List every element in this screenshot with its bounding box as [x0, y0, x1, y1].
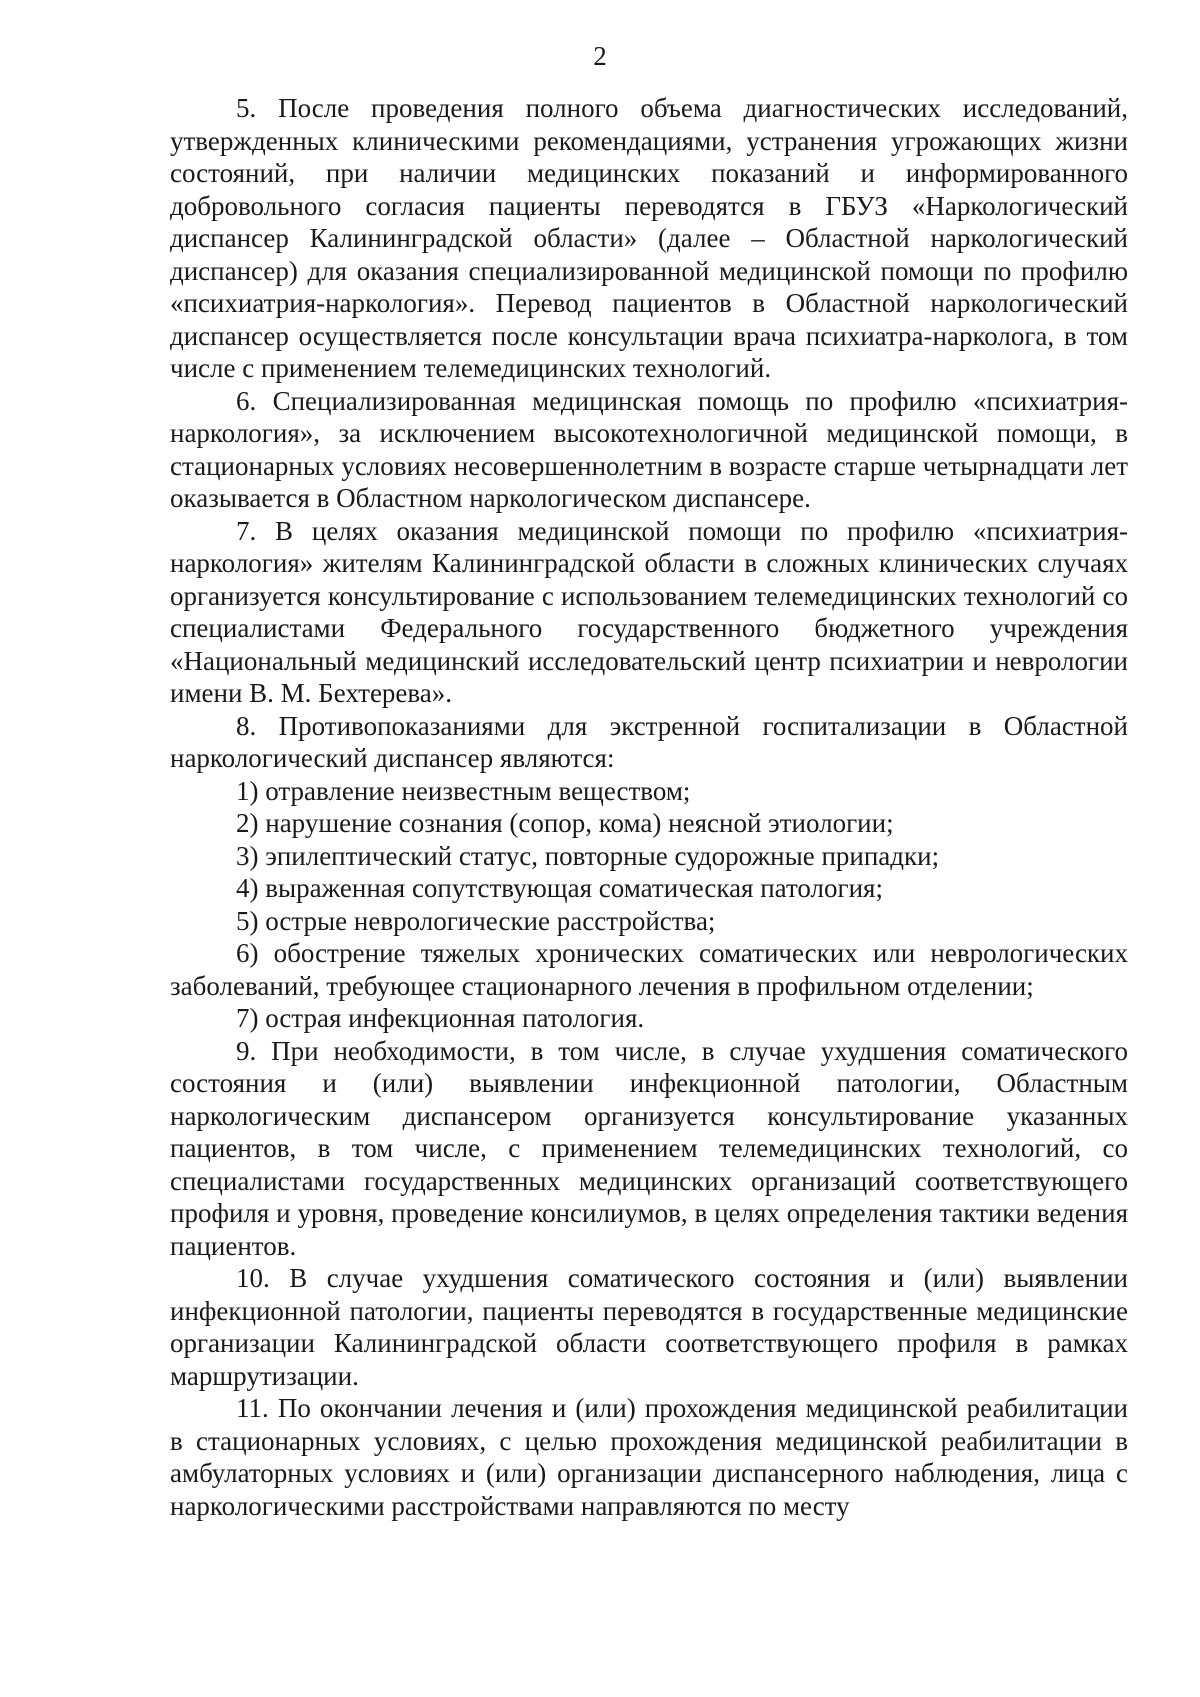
paragraph-7: 7. В целях оказания медицинской помощи по профилю «психиатрия-наркология» жителям Калининградской области в сложных клинических случаях организуется консультирование с использованием телемедицинских технологий со специалистами Федерального государственного бюджетного учреждения «Национальный медицинский исследовательский центр психиатрии и неврологии имени В. М. Бехтерева». — [170, 515, 1128, 708]
paragraph-5: 5. После проведения полного объема диагностических исследований, утвержденных клиническими рекомендациями, устранения угрожающих жизни состояний, при наличии медицинских показаний и информированного добровольного согласия пациенты переводятся в ГБУЗ «Наркологический диспансер Калининградской области» (далее – Областной наркологический диспансер) для оказания специализированной медицинской помощи по профилю «психиатрия-наркология». Перевод пациентов в Областной наркологический диспансер осуществляется после консультации врача психиатра-нарколога, в том числе с применением телемедицинских технологий. — [170, 93, 1128, 383]
contraindication-item-7: 7) острая инфекционная патология. — [236, 1003, 645, 1033]
contraindication-item-5: 5) острые неврологические расстройства; — [236, 905, 716, 936]
contraindication-item-6: 6) обострение тяжелых хронических соматических или неврологических заболеваний, требующее стационарного лечения в профильном отделении; — [170, 938, 1128, 1001]
paragraph-6: 6. Специализированная медицинская помощь по профилю «психиатрия-наркология», за исключением высокотехнологичной медицинской помощи, в стационарных условиях несовершеннолетним в возрасте старше четырнадцати лет оказывается в Областном наркологическом диспансере. — [170, 385, 1128, 513]
paragraph-11: 11. По окончании лечения и (или) прохождения медицинской реабилитации в стационарных условиях, с целью прохождения медицинской реабилитации в амбулаторных условиях и (или) организации диспансерного наблюдения, лица с наркологическими расстройствами направляются по месту — [170, 1393, 1128, 1521]
contraindication-item-1: 1) отравление неизвестным веществом; — [236, 775, 691, 806]
page-number: 2 — [593, 41, 607, 71]
paragraph-8: 8. Противопоказаниями для экстренной госпитализации в Областной наркологический диспансер являются: — [170, 710, 1128, 773]
contraindication-item-2: 2) нарушение сознания (сопор, кома) неясной этиологии; — [236, 808, 894, 838]
contraindication-item-4: 4) выраженная сопутствующая соматическая патология; — [236, 873, 883, 903]
paragraph-9: 9. При необходимости, в том числе, в случае ухудшения соматического состояния и (или) выявлении инфекционной патологии, Областным наркологическим диспансером организуется консультирование указанных пациентов, в том числе, с применением телемедицинских технологий, со специалистами государственных медицинских организаций соответствующего профиля и уровня, проведение консилиумов, в целях определения тактики ведения пациентов. — [170, 1035, 1128, 1261]
contraindication-item-3: 3) эпилептический статус, повторные судорожные припадки; — [236, 840, 940, 871]
paragraph-10: 10. В случае ухудшения соматического состояния и (или) выявлении инфекционной патологии, пациенты переводятся в государственные медицинские организации Калининградской области соответствующего профиля в рамках маршрутизации. — [170, 1263, 1128, 1391]
document-body — [170, 92, 1128, 1522]
